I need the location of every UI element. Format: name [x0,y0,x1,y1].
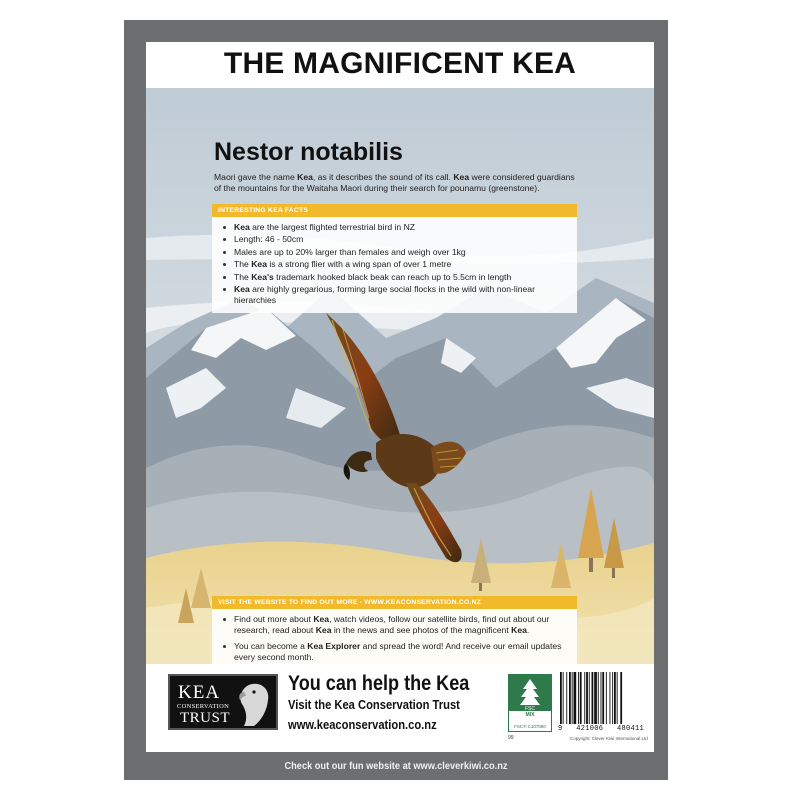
barcode-number [558,725,644,733]
barcode-bar [574,672,577,724]
help-title: You can help the Kea [288,672,470,695]
intro-text: Maori gave the name [214,172,298,182]
poster-footer [146,664,654,752]
intro-paragraph [214,172,584,194]
fact-item: Length: 46 - 50cm [234,234,571,245]
barcode-bar [594,672,597,724]
barcode-bar [578,672,579,724]
facts-header: INTERESTING KEA FACTS [212,204,577,217]
fact-item: Males are up to 20% larger than females and weigh over 1kg [234,247,571,258]
title-bar [146,42,654,86]
fsc-small-text: 99 [508,735,514,741]
intro-bold: Kea [453,172,470,182]
barcode-icon [558,672,644,724]
logo-conservation-text: CONSERVATION [177,703,230,710]
barcode-bar [572,672,573,724]
logo-trust-text: TRUST [180,710,231,726]
barcode-bar [601,672,602,724]
visit-item: You can become a Kea Explorer and spread the word! And receive our email updates every second month. [234,641,571,664]
barcode-bar [566,672,567,724]
intro-bold: Kea [297,172,313,182]
barcode-bar [589,672,590,724]
intro-text: were considered guardians of the mountains for the Waitaha Maori during their search for pounamu (greenstone). [214,172,575,193]
fsc-label: FSC [525,706,535,711]
help-url-link[interactable]: www.keaconservation.co.nz [288,717,437,732]
barcode-bar [580,672,582,724]
visit-header: VISIT THE WEBSITE TO FIND OUT MORE - WWW.KEACONSERVATION.CO.NZ [212,596,577,609]
barcode-bar [612,672,613,724]
barcode-bar [606,672,607,724]
poster-card [146,42,654,752]
poster-title: THE MAGNIFICENT KEA [223,47,577,80]
barcode-bar [617,672,618,724]
barcode-bar [592,672,594,724]
barcode-digit: 9 [558,725,563,733]
barcode-bar [614,672,616,724]
visit-box [212,596,577,664]
fsc-mix: MIX [525,712,535,718]
fact-item: The Kea's trademark hooked black beak can reach up to 5.5cm in length [234,272,571,283]
kea-silhouette-icon [234,678,276,728]
barcode-bar [610,672,611,724]
fsc-badge [508,674,552,732]
facts-list [212,217,577,313]
barcode-bar [560,672,562,724]
barcode-digit: 480411 [616,725,644,733]
fsc-code: FSC® C107080 [514,724,546,729]
fact-item: Kea are highly gregarious, forming large social flocks in the wild with non-linear hierarchies [234,284,571,307]
logo-kea-text: KEA [178,682,221,703]
barcode-bar [602,672,604,724]
barcode-bar [586,672,588,724]
barcode-bar [598,672,599,724]
kea-trust-logo [168,674,278,730]
barcode-bar [569,672,571,724]
facts-box [212,204,577,313]
visit-list [212,609,577,664]
fact-item: Kea are the largest flighted terrestrial bird in NZ [234,222,571,233]
bottom-website-line [157,756,636,776]
intro-text: , as it describes the sound of its call. [312,172,454,182]
visit-item: Find out more about Kea, watch videos, follow our satellite birds, find out about our research, read about Kea in the news and see photos of the magnificent Kea. [234,614,571,637]
barcode-bar [620,672,622,724]
help-subtitle: Visit the Kea Conservation Trust [288,697,460,712]
barcode-bar [563,672,564,724]
barcode-digit: 421006 [576,725,604,733]
fsc-tree-icon [509,675,551,711]
bottom-url-link[interactable]: www.cleverkiwi.co.nz [413,760,508,772]
scientific-name: Nestor notabilis [214,138,403,166]
mountain-scene [146,88,654,664]
bottom-text: Check out our fun website at [284,760,414,772]
fact-item: The Kea is a strong flier with a wing span of over 1 metre [234,259,571,270]
barcode-bar [584,672,585,724]
copyright-text: Copyright: Clever Kiwi International Ltd [570,736,648,741]
